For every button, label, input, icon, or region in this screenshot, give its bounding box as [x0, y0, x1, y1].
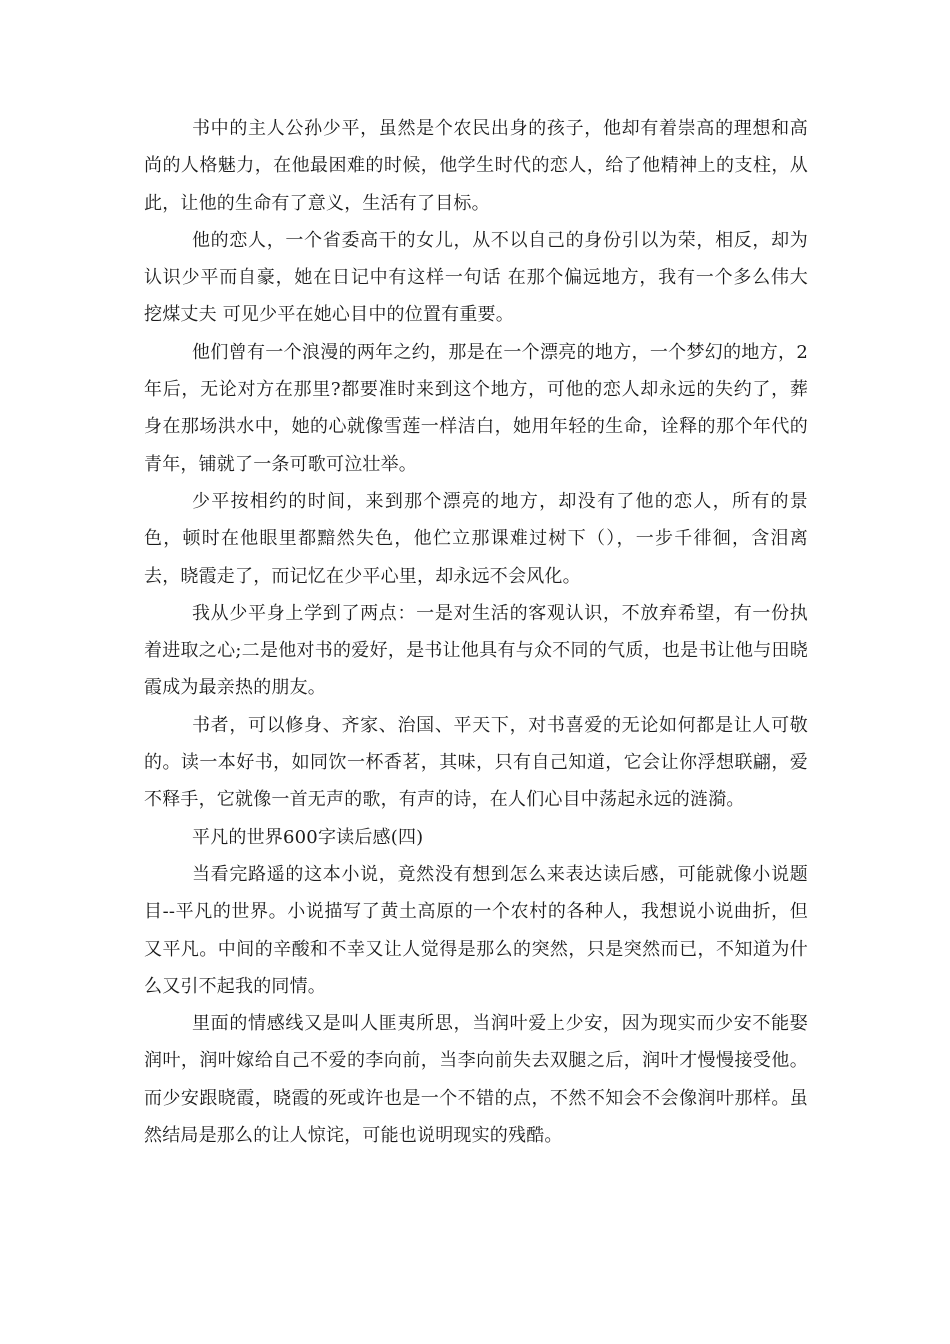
- section-heading: 平凡的世界600字读后感(四): [192, 826, 424, 848]
- paragraph: 他的恋人，一个省委高干的女儿，从不以自己的身份引以为荣，相反，却为认识少平而自豪，她在日记中有这样一句话 在那个偏远地方，我有一个多么伟大 挖煤丈夫 可见少平在她心目中的位置有重要。: [144, 229, 808, 326]
- document-body: [144, 110, 808, 1154]
- paragraph: 少平按相约的时间，来到那个漂亮的地方，却没有了他的恋人，所有的景色，顿时在他眼里都黯然失色，他伫立那课难过树下（），一步千徘徊，含泪离去，晓霞走了，而记忆在少平心里，却永远不会风化。: [144, 490, 808, 587]
- paragraph: 书中的主人公孙少平，虽然是个农民出身的孩子，他却有着崇高的理想和高尚的人格魅力，在他最困难的时候，他学生时代的恋人，给了他精神上的支柱，从此，让他的生命有了意义，生活有了目标。: [144, 118, 808, 214]
- paragraph: 当看完路遥的这本小说，竟然没有想到怎么来表达读后感，可能就像小说题目--平凡的世界。小说描写了黄土高原的一个农村的各种人，我想说小说曲折，但又平凡。中间的辛酸和不幸又让人觉得是那么的突然，只是突然而已，不知道为什么又引不起我的同情。: [144, 863, 808, 997]
- paragraph: 书者，可以修身、齐家、治国、平天下，对书喜爱的无论如何都是让人可敬的。读一本好书，如同饮一杯香茗，其味，只有自己知道，它会让你浮想联翩，爱不释手，它就像一首无声的歌，有声的诗，在人们心目中荡起永远的涟漪。: [144, 714, 808, 811]
- paragraph: 我从少平身上学到了两点：一是对生活的客观认识，不放弃希望，有一份执着进取之心;二是他对书的爱好，是书让他具有与众不同的气质，也是书让他与田晓霞成为最亲热的朋友。: [144, 602, 808, 699]
- paragraph: 他们曾有一个浪漫的两年之约，那是在一个漂亮的地方，一个梦幻的地方，2年后，无论对方在那里?都要准时来到这个地方，可他的恋人却永远的失约了，葬身在那场洪水中，她的心就像雪莲一样洁白，她用年轻的生命，诠释的那个年代的青年，铺就了一条可歌可泣壮举。: [144, 341, 808, 475]
- paragraph: 里面的情感线又是叫人匪夷所思，当润叶爱上少安，因为现实而少安不能娶润叶，润叶嫁给自己不爱的李向前，当李向前失去双腿之后，润叶才慢慢接受他。而少安跟晓霞，晓霞的死或许也是一个不错的点，不然不知会不会像润叶那样。虽然结局是那么的让人惊诧，可能也说明现实的残酷。: [144, 1013, 808, 1147]
